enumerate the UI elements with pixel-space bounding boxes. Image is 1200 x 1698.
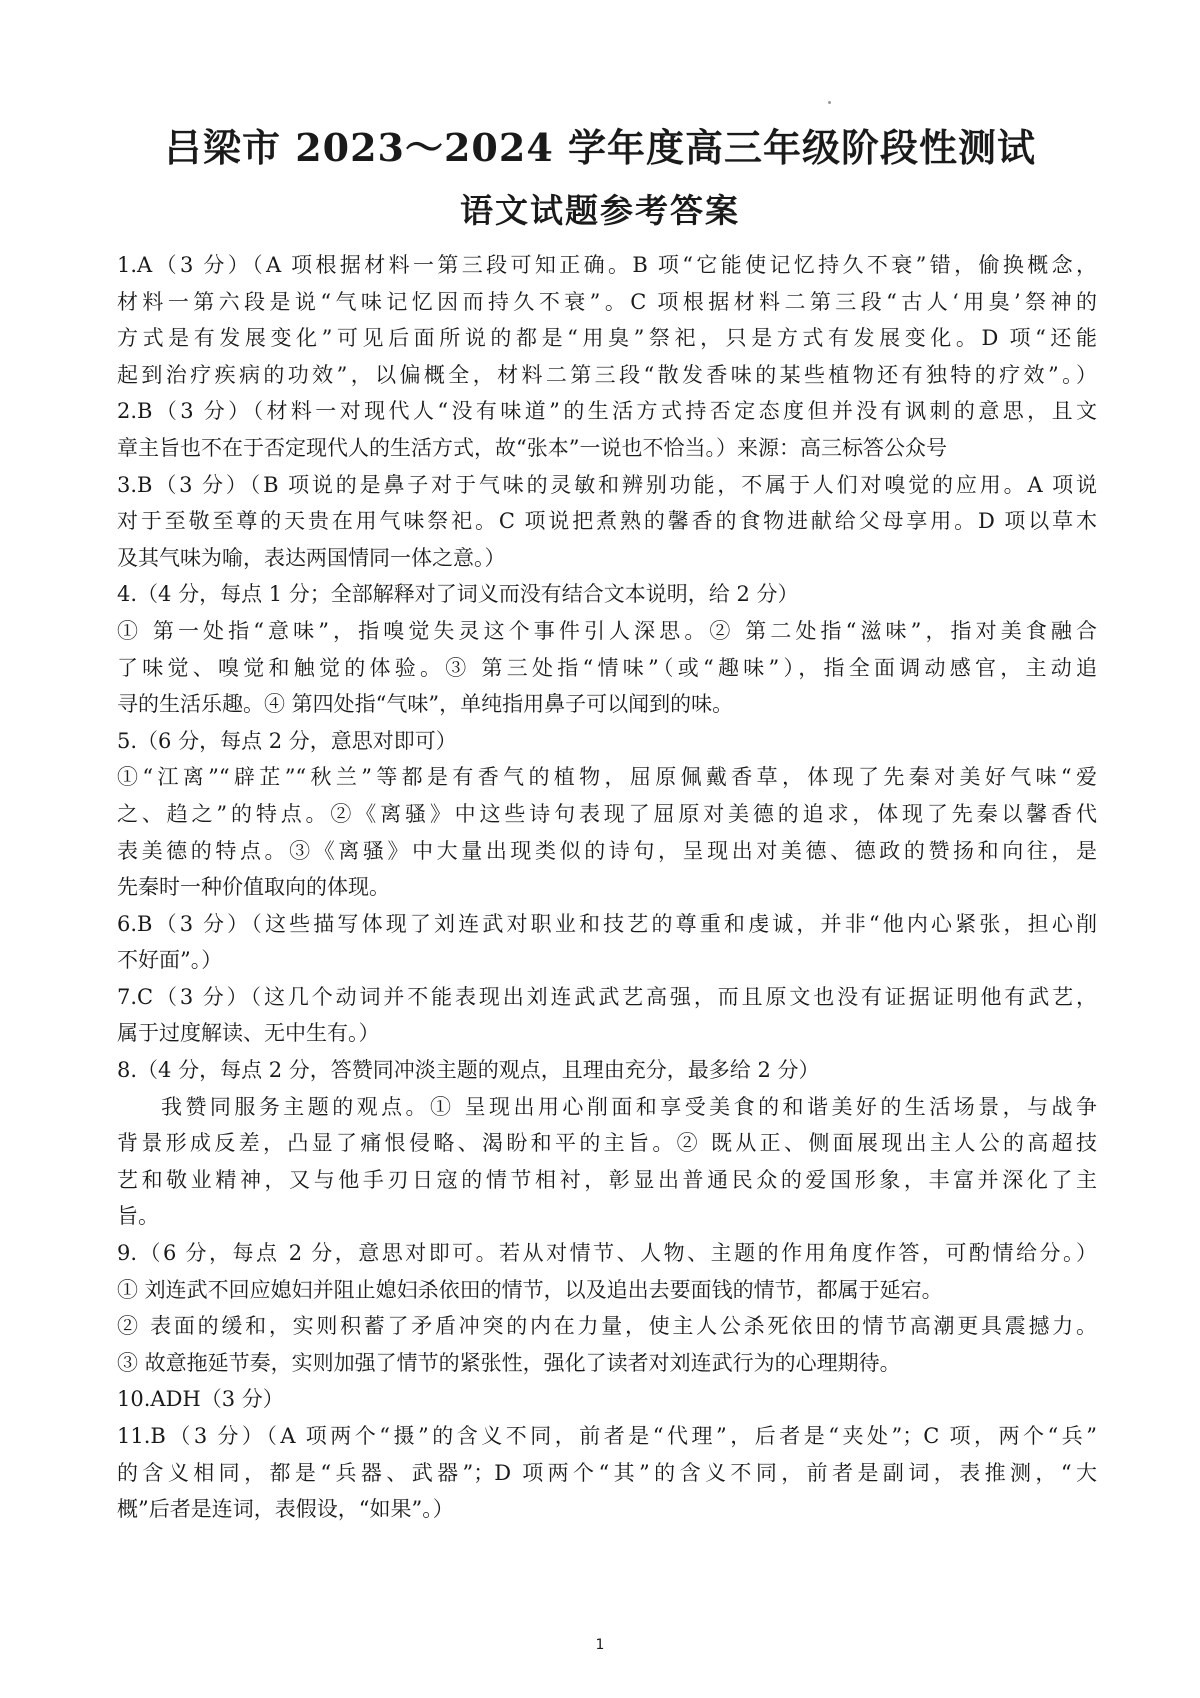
- text-line: 了味觉、嗅觉和触觉的体验。③ 第三处指“情味”（或“趣味”），指全面调动感官，主动追: [117, 655, 1097, 680]
- text-line: 3.B（3 分）（B 项说的是鼻子对于气味的灵敏和辨别功能，不属于人们对嗅觉的应用。A 项说: [117, 472, 1097, 497]
- text-line: 章主旨也不在于否定现代人的生活方式，故“张本”一说也不恰当。）来源：高三标答公众号: [117, 435, 947, 460]
- text-line: 材料一第六段是说“气味记忆因而持久不衰”。C 项根据材料二第三段“古人‘用臭’祭神的: [117, 289, 1097, 314]
- text-line: ② 表面的缓和，实则积蓄了矛盾冲突的内在力量，使主人公杀死依田的情节高潮更具震撼力。: [117, 1314, 1097, 1339]
- text-line: 4.（4 分，每点 1 分；全部解释对了词义而没有结合文本说明，给 2 分）: [117, 582, 799, 607]
- text-line: 属于过度解读、无中生有。）: [117, 1021, 380, 1046]
- text-line: 及其气味为喻，表达两国情同一体之意。）: [117, 545, 506, 570]
- text-line: ③ 故意拖延节奏，实则加强了情节的紧张性，强化了读者对刘连武行为的心理期待。: [117, 1350, 901, 1375]
- text-line: 5.（6 分，每点 2 分，意思对即可）: [117, 728, 457, 753]
- text-line: ①“江离”“辟芷”“秋兰”等都是有香气的植物，屈原佩戴香草，体现了先秦对美好气味“爱: [117, 765, 1097, 790]
- text-line: 起到治疗疾病的功效”，以偏概全，材料二第三段“散发香味的某些植物还有独特的疗效”。）: [117, 362, 1097, 387]
- text-line: 6.B（3 分）（这些描写体现了刘连武对职业和技艺的尊重和虔诚，并非“他内心紧张，担心削: [117, 911, 1097, 936]
- text-line: 7.C（3 分）（这几个动词并不能表现出刘连武武艺高强，而且原文也没有证据证明他有武艺，: [117, 984, 1097, 1009]
- text-line: 9.（6 分，每点 2 分，意思对即可。若从对情节、人物、主题的作用角度作答，可酌情给分。）: [117, 1241, 1097, 1266]
- answer-body: [117, 247, 1097, 1528]
- text-line: 旨。: [117, 1204, 159, 1229]
- text-line: 的含义相同，都是“兵器、武器”；D 项两个“其”的含义不同，前者是副词，表推测，“大: [117, 1460, 1097, 1485]
- text-line: 11.B（3 分）（A 项两个“摄”的含义不同，前者是“代理”，后者是“夹处”；C 项，两个“兵”: [117, 1424, 1097, 1448]
- text-line: 对于至敬至尊的天贵在用气味祭祀。C 项说把煮熟的馨香的食物进献给父母享用。D 项以草木: [117, 509, 1097, 534]
- text-line: ① 刘连武不回应媳妇并阻止媳妇杀依田的情节，以及追出去要面钱的情节，都属于延宕。: [117, 1277, 943, 1302]
- text-line: 8.（4 分，每点 2 分，答赞同冲淡主题的观点，且理由充分，最多给 2 分）: [117, 1058, 820, 1083]
- page-title: 吕梁市 2023～2024 学年度高三年级阶段性测试: [164, 125, 1036, 170]
- text-line: 背景形成反差，凸显了痛恨侵略、渴盼和平的主旨。② 既从正、侧面展现出主人公的高超技: [117, 1131, 1097, 1156]
- text-line: 之、趋之”的特点。②《离骚》中这些诗句表现了屈原对美德的追求，体现了先秦以馨香代: [117, 801, 1097, 826]
- text-line: 不好面”。）: [117, 948, 223, 973]
- text-line: 我赞同服务主题的观点。① 呈现出用心削面和享受美食的和谐美好的生活场景，与战争: [161, 1094, 1097, 1119]
- text-line: 方式是有发展变化”可见后面所说的都是“用臭”祭祀，只是方式有发展变化。D 项“还能: [117, 326, 1097, 351]
- text-line: 表美德的特点。③《离骚》中大量出现类似的诗句，呈现出对美德、德政的赞扬和向往，是: [117, 838, 1097, 863]
- text-line: 艺和敬业精神，又与他手刃日寇的情节相衬，彰显出普通民众的爱国形象，丰富并深化了主: [117, 1167, 1097, 1192]
- text-line: 2.B（3 分）（材料一对现代人“没有味道”的生活方式持否定态度但并没有讽刺的意思，且文: [117, 399, 1097, 424]
- page-subtitle: 语文试题参考答案: [460, 191, 740, 230]
- text-line: 10.ADH（3 分）: [117, 1387, 284, 1412]
- text-line: ① 第一处指“意味”，指嗅觉失灵这个事件引人深思。② 第二处指“滋味”，指对美食融合: [117, 618, 1097, 643]
- text-line: 概”后者是连词，表假设，“如果”。）: [117, 1497, 454, 1522]
- page-number: 1: [595, 1637, 605, 1653]
- text-line: 寻的生活乐趣。④ 第四处指“气味”，单纯指用鼻子可以闻到的味。: [117, 692, 734, 717]
- text-line: 先秦时一种价值取向的体现。: [117, 875, 390, 900]
- text-line: 1.A（3 分）（A 项根据材料一第三段可知正确。B 项“它能使记忆持久不衰”错，偷换概念，: [117, 253, 1097, 277]
- scan-speck: [828, 101, 831, 104]
